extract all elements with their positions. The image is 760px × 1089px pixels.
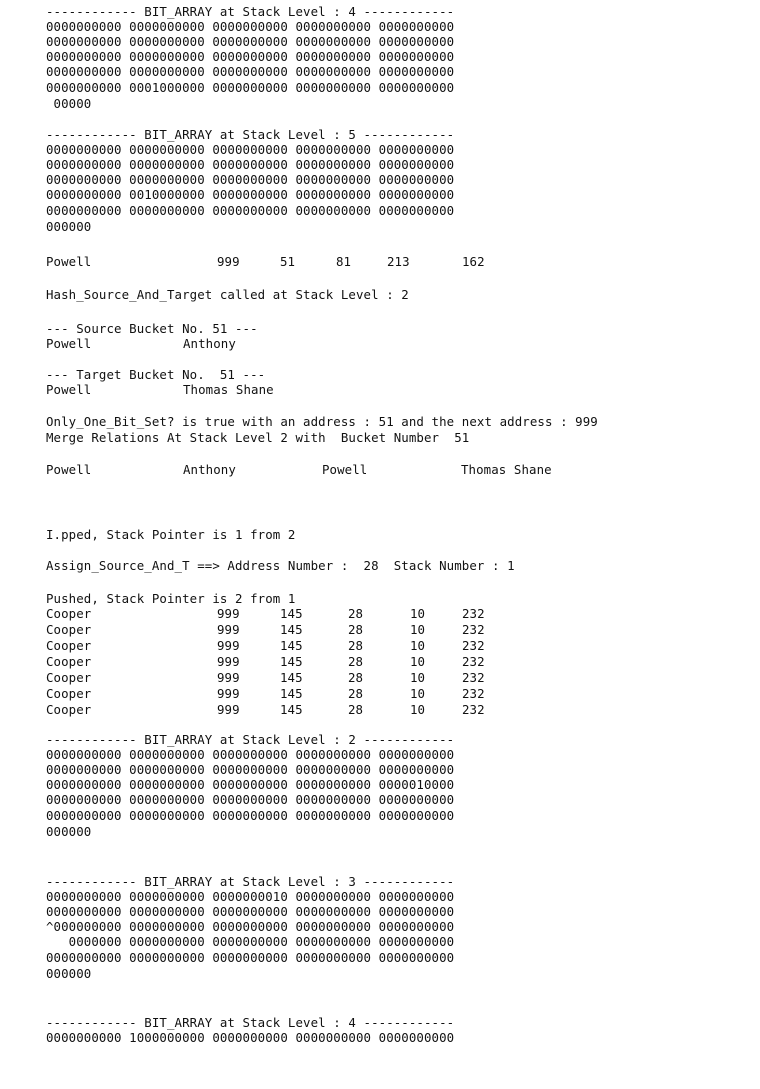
record-name: Cooper: [46, 654, 92, 669]
record-col-3: 28: [348, 702, 364, 717]
only-one-bit-set-line: Only_One_Bit_Set? is true with an address : 51 and the next address : 999: [46, 414, 598, 429]
record-col-1: 999: [217, 606, 240, 621]
hash-source-target-line: Hash_Source_And_Target called at Stack Level : 2: [46, 287, 409, 302]
record-name: Cooper: [46, 686, 92, 701]
merge-target-name: Powell: [322, 462, 368, 477]
merge-source-name: Powell: [46, 462, 92, 477]
record-col-5: 232: [462, 606, 485, 621]
record-col-3: 28: [348, 622, 364, 637]
source-value: Anthony: [183, 336, 236, 351]
bit-array-header: ------------ BIT_ARRAY at Stack Level : 4 ------------: [46, 1015, 455, 1030]
record-name: Cooper: [46, 638, 92, 653]
bit-array-tail: 000000: [46, 219, 92, 234]
bit-array-row: ^000000000 0000000000 0000000000 0000000000 0000000000: [46, 919, 455, 934]
record-col-5: 232: [462, 702, 485, 717]
popped-line: I.pped, Stack Pointer is 1 from 2: [46, 527, 296, 542]
record-col-4: 10: [410, 686, 426, 701]
bit-array-row: 0000000000 0000000000 0000000000 0000000000 0000000000: [46, 203, 455, 218]
bit-array-row: 0000000000 0000000000 0000000010 0000000000 0000000000: [46, 889, 455, 904]
table-row: [46, 638, 485, 653]
bit-array-row: 0000000000 0000000000 0000000000 0000000000 0000000000: [46, 172, 455, 187]
record-col-3: 81: [336, 254, 352, 269]
record-col-3: 28: [348, 606, 364, 621]
record-col-2: 145: [280, 638, 303, 653]
bit-array-row: 0000000000 0000000000 0000000000 0000000000 0000000000: [46, 142, 455, 157]
record-col-5: 162: [462, 254, 485, 269]
bit-array-row: 0000000000 0000000000 0000000000 0000000000 0000000000: [46, 808, 455, 823]
record-name: Powell: [46, 254, 92, 269]
record-col-1: 999: [217, 702, 240, 717]
table-row: [46, 622, 485, 637]
record-col-1: 999: [217, 686, 240, 701]
bit-array-row: 0000000000 0000000000 0000000000 0000000000 0000000000: [46, 49, 455, 64]
powell-record-row: [46, 254, 485, 269]
bit-array-header: ------------ BIT_ARRAY at Stack Level : 3 ------------: [46, 874, 455, 889]
record-name: Cooper: [46, 606, 92, 621]
record-col-5: 232: [462, 670, 485, 685]
target-bucket-header: --- Target Bucket No. 51 ---: [46, 367, 266, 382]
bit-array-header: ------------ BIT_ARRAY at Stack Level : 2 ------------: [46, 732, 455, 747]
bit-array-row: 0000000000 0001000000 0000000000 0000000000 0000000000: [46, 80, 455, 95]
source-name: Powell: [46, 336, 92, 351]
record-col-4: 10: [410, 654, 426, 669]
record-col-4: 10: [410, 670, 426, 685]
record-col-1: 999: [217, 254, 240, 269]
record-name: Cooper: [46, 702, 92, 717]
table-row: [46, 670, 485, 685]
bit-array-tail: 000000: [46, 824, 92, 839]
bit-array-row: 0000000000 0000000000 0000000000 0000000000 0000000000: [46, 34, 455, 49]
record-col-5: 232: [462, 686, 485, 701]
bit-array-row: 0000000000 0000000000 0000000000 0000000000 0000000000: [46, 19, 455, 34]
record-col-3: 28: [348, 686, 364, 701]
bit-array-row: 0000000000 1000000000 0000000000 0000000000 0000000000: [46, 1030, 455, 1045]
table-row: [46, 686, 485, 701]
record-col-2: 145: [280, 622, 303, 637]
bit-array-row: 0000000000 0000000000 0000000000 0000000000 0000000000: [46, 747, 455, 762]
pushed-line: Pushed, Stack Pointer is 2 from 1: [46, 591, 296, 606]
target-name: Powell: [46, 382, 92, 397]
record-col-2: 145: [280, 686, 303, 701]
target-bucket-row: [46, 382, 274, 397]
table-row: [46, 702, 485, 717]
record-col-2: 51: [280, 254, 296, 269]
record-col-2: 145: [280, 702, 303, 717]
source-bucket-row: [46, 336, 236, 351]
record-name: Cooper: [46, 622, 92, 637]
record-col-5: 232: [462, 654, 485, 669]
record-col-2: 145: [280, 654, 303, 669]
record-col-4: 10: [410, 702, 426, 717]
bit-array-row: 0000000000 0000000000 0000000000 0000000000 0000010000: [46, 777, 455, 792]
merge-source-value: Anthony: [183, 462, 236, 477]
record-col-3: 28: [348, 638, 364, 653]
record-col-5: 232: [462, 622, 485, 637]
record-col-3: 28: [348, 670, 364, 685]
bit-array-tail: 000000: [46, 966, 92, 981]
record-col-4: 213: [387, 254, 410, 269]
table-row: [46, 654, 485, 669]
bit-array-row: 0000000 0000000000 0000000000 0000000000 0000000000: [46, 934, 455, 949]
table-row: [46, 606, 485, 621]
record-col-4: 10: [410, 638, 426, 653]
bit-array-row: 0000000000 0000000000 0000000000 0000000000 0000000000: [46, 904, 455, 919]
bit-array-row: 0000000000 0000000000 0000000000 0000000000 0000000000: [46, 157, 455, 172]
record-col-5: 232: [462, 638, 485, 653]
source-bucket-header: --- Source Bucket No. 51 ---: [46, 321, 258, 336]
record-col-1: 999: [217, 670, 240, 685]
merge-target-value: Thomas Shane: [461, 462, 552, 477]
record-name: Cooper: [46, 670, 92, 685]
bit-array-header: ------------ BIT_ARRAY at Stack Level : 4 ------------: [46, 4, 455, 19]
record-col-1: 999: [217, 654, 240, 669]
bit-array-row: 0000000000 0000000000 0000000000 0000000000 0000000000: [46, 64, 455, 79]
bit-array-row: 0000000000 0000000000 0000000000 0000000000 0000000000: [46, 792, 455, 807]
merge-result-row: [46, 462, 552, 477]
record-col-4: 10: [410, 606, 426, 621]
target-value: Thomas Shane: [183, 382, 274, 397]
bit-array-row: 0000000000 0000000000 0000000000 0000000000 0000000000: [46, 762, 455, 777]
record-col-3: 28: [348, 654, 364, 669]
record-col-1: 999: [217, 638, 240, 653]
bit-array-header: ------------ BIT_ARRAY at Stack Level : 5 ------------: [46, 127, 455, 142]
record-col-1: 999: [217, 622, 240, 637]
record-col-2: 145: [280, 670, 303, 685]
merge-relations-line: Merge Relations At Stack Level 2 with Bucket Number 51: [46, 430, 470, 445]
record-col-4: 10: [410, 622, 426, 637]
bit-array-tail: 00000: [46, 96, 92, 111]
record-col-2: 145: [280, 606, 303, 621]
bit-array-row: 0000000000 0010000000 0000000000 0000000000 0000000000: [46, 187, 455, 202]
assign-source-line: Assign_Source_And_T ==> Address Number : 28 Stack Number : 1: [46, 558, 515, 573]
bit-array-row: 0000000000 0000000000 0000000000 0000000000 0000000000: [46, 950, 455, 965]
